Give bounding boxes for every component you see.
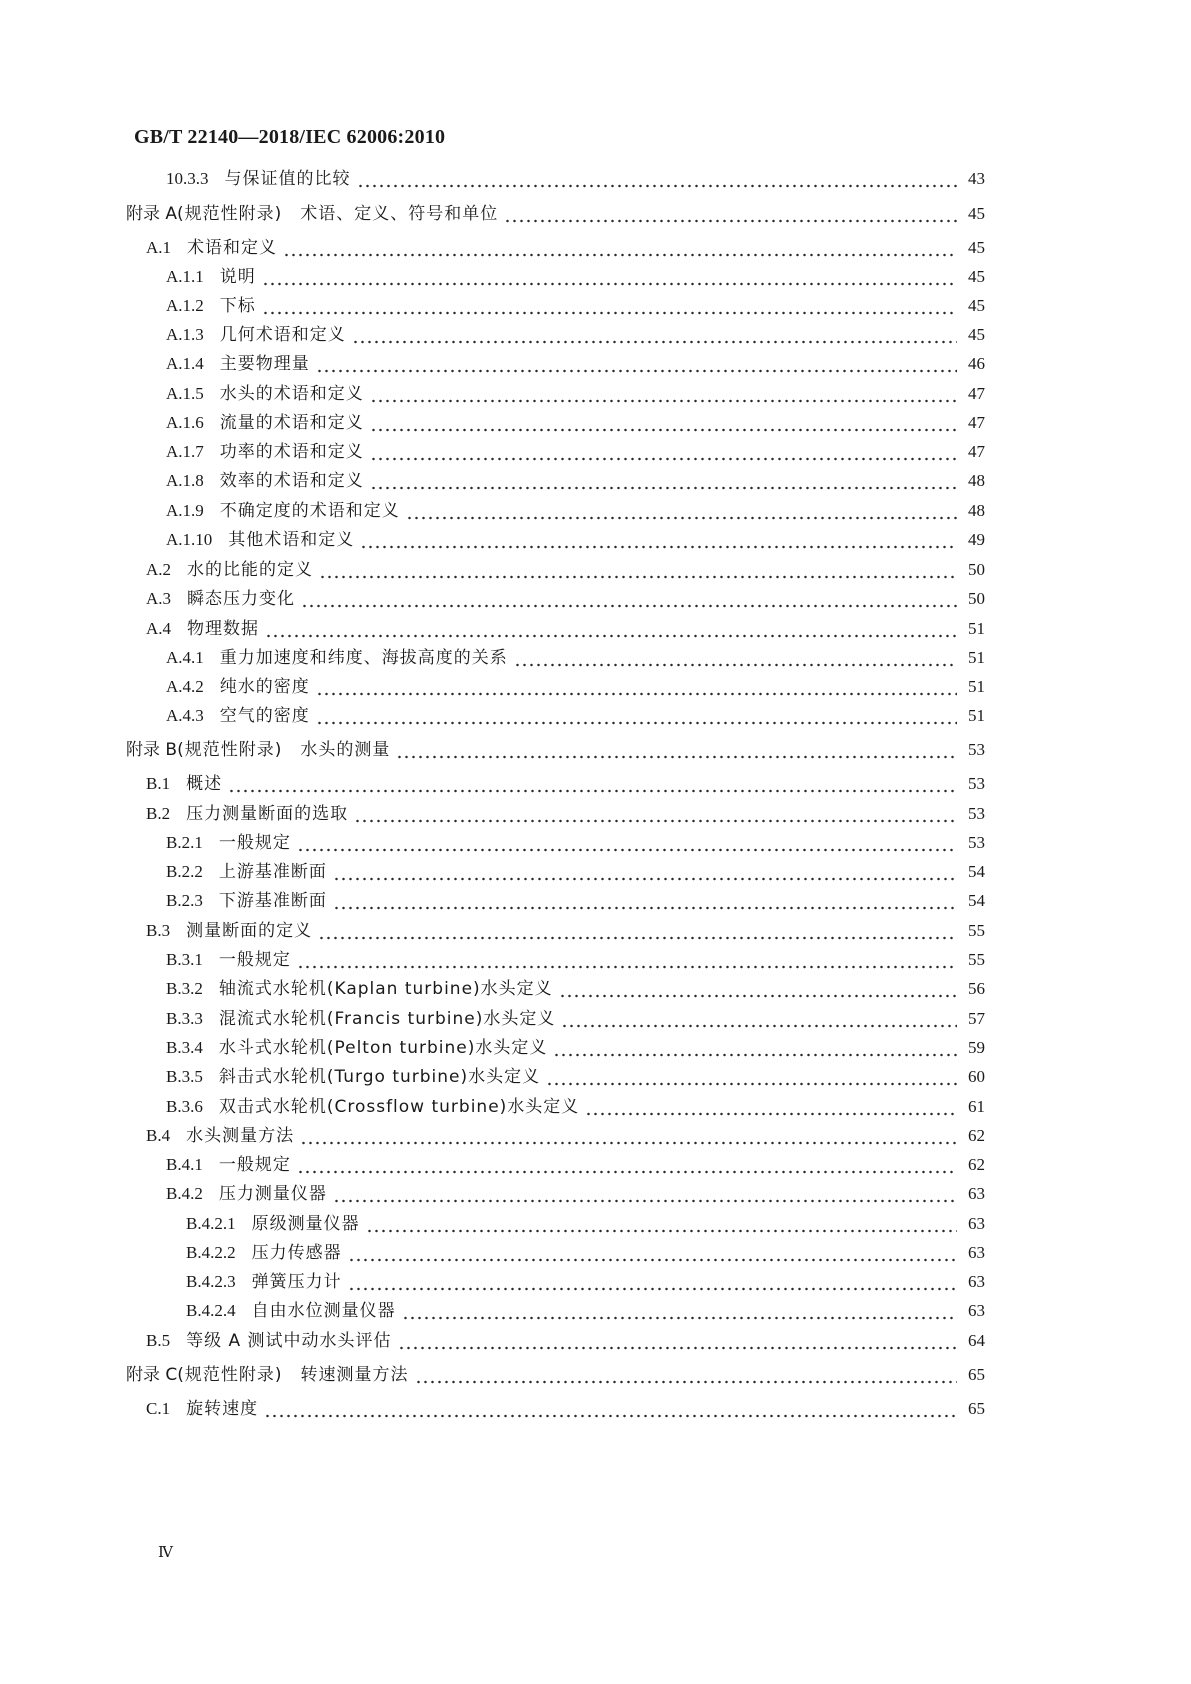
toc-entry-page: 59 [968, 1038, 985, 1057]
toc-entry-title: 下游基准断面 [218, 891, 327, 911]
toc-entry [166, 164, 985, 194]
toc-entry-page: 65 [968, 1399, 985, 1418]
toc-entry-number: 附录 B [126, 740, 178, 760]
toc-entry [146, 769, 985, 799]
toc-entry [146, 1326, 985, 1356]
dot-leader [264, 1394, 957, 1424]
toc-entry-page: 48 [968, 501, 985, 520]
dot-leader [228, 769, 957, 799]
toc-entry [146, 916, 985, 946]
dot-leader [370, 466, 957, 496]
toc-entry-title: 一般规定 [218, 833, 291, 853]
toc-entry-title: 压力测量仪器 [218, 1184, 327, 1204]
dot-leader [352, 320, 957, 350]
toc-entry-page: 51 [968, 706, 985, 725]
toc-entry-number: B.3.3 [166, 1009, 203, 1028]
dot-leader [370, 379, 957, 409]
toc-entry-page: 57 [968, 1009, 985, 1028]
toc-entry-page: 61 [968, 1097, 985, 1116]
toc-entry-title: 功率的术语和定义 [219, 442, 364, 462]
toc-entry-number: B.2.3 [166, 891, 203, 910]
toc-entry-title: (规范性附录) 转速测量方法 [177, 1365, 409, 1385]
toc-entry-number: B.3.6 [166, 1097, 203, 1116]
toc-entry-title: 水斗式水轮机(Pelton turbine)水头定义 [218, 1038, 548, 1058]
toc-entry-number: 10.3.3 [166, 169, 209, 188]
toc-entry-title: 水头的术语和定义 [219, 384, 364, 404]
toc-entry-number: B.3.1 [166, 950, 203, 969]
toc-entry-page: 53 [968, 833, 985, 852]
toc-entry-title: 空气的密度 [219, 706, 310, 726]
toc-entry [166, 262, 985, 292]
toc-entry-number: A.1.7 [166, 442, 204, 461]
toc-entry-title: 瞬态压力变化 [187, 589, 296, 609]
dot-leader [265, 614, 957, 644]
toc-entry-title: 不确定度的术语和定义 [219, 501, 400, 521]
toc-entry-title: 双击式水轮机(Crossflow turbine)水头定义 [218, 1097, 580, 1117]
toc-entry-title: 水的比能的定义 [187, 560, 314, 580]
toc-entry-number: A.1.2 [166, 296, 204, 315]
toc-entry-title: 主要物理量 [219, 354, 310, 374]
toc-entry [146, 233, 985, 263]
toc-entry [166, 828, 985, 858]
toc-entry-title: 术语和定义 [187, 238, 278, 258]
toc-entry-title: 混流式水轮机(Francis turbine)水头定义 [218, 1009, 556, 1029]
toc-entry [166, 320, 985, 350]
toc-entry-title: 几何术语和定义 [219, 325, 346, 345]
dot-leader [585, 1092, 957, 1122]
dot-leader [316, 349, 957, 379]
toc-entry [146, 1121, 985, 1151]
toc-entry-title: 流量的术语和定义 [219, 413, 364, 433]
toc-entry [166, 349, 985, 379]
dot-leader [366, 1209, 957, 1239]
toc-entry-title: 一般规定 [218, 1155, 291, 1175]
toc-entry-number: A.1.4 [166, 354, 204, 373]
toc-entry [166, 945, 985, 975]
toc-entry-page: 51 [968, 648, 985, 667]
toc-entry-title: 轴流式水轮机(Kaplan turbine)水头定义 [218, 979, 553, 999]
toc-entry-number: A.4.2 [166, 677, 204, 696]
toc-entry [166, 1179, 985, 1209]
dot-leader [504, 199, 957, 229]
toc-entry-page: 47 [968, 442, 985, 461]
toc-entry-number: A.4.3 [166, 706, 204, 725]
toc-entry [166, 1092, 985, 1122]
toc-entry-title: 水头测量方法 [186, 1126, 295, 1146]
toc-entry-page: 56 [968, 979, 985, 998]
toc-entry [166, 291, 985, 321]
toc-entry [166, 974, 985, 1004]
dot-leader [348, 1238, 957, 1268]
dot-leader [553, 1033, 957, 1063]
toc-entry [166, 525, 985, 555]
toc-entry-title: 物理数据 [187, 619, 260, 639]
toc-entry-title: 斜击式水轮机(Turgo turbine)水头定义 [218, 1067, 541, 1087]
dot-leader [297, 828, 957, 858]
dot-leader [297, 945, 957, 975]
toc-entry-title: 纯水的密度 [219, 677, 310, 697]
dot-leader [354, 799, 957, 829]
toc-entry-number: B.3.4 [166, 1038, 203, 1057]
toc-entry [166, 466, 985, 496]
toc-entry-number: C.1 [146, 1399, 171, 1418]
toc-entry [166, 886, 985, 916]
toc-entry-page: 63 [968, 1272, 985, 1291]
dot-leader [398, 1326, 957, 1356]
toc-entry [166, 672, 985, 702]
toc-entry-page: 63 [968, 1214, 985, 1233]
toc-entry-number: B.2.2 [166, 862, 203, 881]
toc-entry-page: 55 [968, 950, 985, 969]
toc-entry [146, 799, 985, 829]
toc-entry [166, 701, 985, 731]
toc-entry-number: A.1 [146, 238, 172, 257]
dot-leader [301, 584, 957, 614]
toc-entry-title: 自由水位测量仪器 [251, 1301, 396, 1321]
toc-entry [166, 379, 985, 409]
dot-leader [370, 437, 957, 467]
dot-leader [402, 1296, 957, 1326]
toc-entry-page: 63 [968, 1301, 985, 1320]
toc-entry-title: 一般规定 [218, 950, 291, 970]
toc-entry-page: 63 [968, 1243, 985, 1262]
toc-entry-number: B.2.1 [166, 833, 203, 852]
toc-entry-page: 49 [968, 530, 985, 549]
toc-entry-title: 概述 [186, 774, 223, 794]
toc-entry-number: B.3 [146, 921, 171, 940]
dot-leader [262, 291, 957, 321]
toc-entry-title: (规范性附录) 术语、定义、符号和单位 [177, 204, 499, 224]
toc-entry-number: A.1.10 [166, 530, 213, 549]
toc-entry-number: B.5 [146, 1331, 171, 1350]
dot-leader [297, 1150, 957, 1180]
dot-leader [546, 1062, 957, 1092]
toc-entry-title: 上游基准断面 [218, 862, 327, 882]
dot-leader [316, 701, 957, 731]
toc-entry-page: 45 [968, 204, 985, 223]
dot-leader [318, 916, 957, 946]
toc-entry [166, 437, 985, 467]
toc-entry [166, 408, 985, 438]
toc-entry-number: 附录 C [126, 1365, 178, 1385]
standard-code-header: GB/T 22140—2018/IEC 62006:2010 [134, 126, 446, 148]
toc-entry-page: 64 [968, 1331, 985, 1350]
dot-leader [360, 525, 957, 555]
toc-entry [126, 199, 985, 229]
toc-entry-title: 弹簧压力计 [251, 1272, 342, 1292]
toc-entry-title: 与保证值的比较 [224, 169, 351, 189]
toc-entry-title: 说明 [219, 267, 256, 287]
toc-entry [186, 1296, 985, 1326]
dot-leader [283, 233, 957, 263]
toc-entry-title: 效率的术语和定义 [219, 471, 364, 491]
dot-leader [415, 1360, 957, 1390]
toc-entry [186, 1267, 985, 1297]
toc-entry-number: A.4.1 [166, 648, 204, 667]
toc-entry-page: 65 [968, 1365, 985, 1384]
toc-entry-page: 55 [968, 921, 985, 940]
toc-entry [146, 1394, 985, 1424]
dot-leader [406, 496, 957, 526]
toc-entry-title: 下标 [219, 296, 256, 316]
toc-entry-page: 63 [968, 1184, 985, 1203]
toc-entry-page: 53 [968, 740, 985, 759]
toc-entry [146, 614, 985, 644]
toc-entry [166, 857, 985, 887]
toc-entry-page: 62 [968, 1126, 985, 1145]
toc-entry-title: 测量断面的定义 [186, 921, 313, 941]
toc-entry-page: 46 [968, 354, 985, 373]
dot-leader [348, 1267, 957, 1297]
toc-entry-number: A.1.3 [166, 325, 204, 344]
toc-entry [146, 584, 985, 614]
toc-entry-number: B.4.2.4 [186, 1301, 236, 1320]
toc-entry-number: A.1.8 [166, 471, 204, 490]
toc-entry-page: 53 [968, 774, 985, 793]
toc-entry [166, 1004, 985, 1034]
page-number: Ⅳ [158, 1545, 173, 1561]
toc-entry-number: B.1 [146, 774, 171, 793]
toc-entry-title: 重力加速度和纬度、海拔高度的关系 [219, 648, 508, 668]
dot-leader [300, 1121, 957, 1151]
toc-entry-title: 压力测量断面的选取 [186, 804, 349, 824]
toc-entry-page: 60 [968, 1067, 985, 1086]
toc-entry-number: B.3.5 [166, 1067, 203, 1086]
toc-entry-title: 等级 A 测试中动水头评估 [186, 1331, 392, 1351]
toc-entry-title: (规范性附录) 水头的测量 [177, 740, 391, 760]
toc-entry-page: 53 [968, 804, 985, 823]
toc-entry-page: 62 [968, 1155, 985, 1174]
dot-leader [559, 974, 957, 1004]
dot-leader [333, 1179, 957, 1209]
toc-entry-page: 47 [968, 413, 985, 432]
toc-entry [126, 735, 985, 765]
toc-entry-page: 50 [968, 560, 985, 579]
toc-entry-number: 附录 A [126, 204, 178, 224]
toc-entry-number: B.4.2.3 [186, 1272, 236, 1291]
toc-entry [186, 1238, 985, 1268]
toc-entry-number: A.4 [146, 619, 172, 638]
toc-entry [126, 1360, 985, 1390]
dot-leader [370, 408, 957, 438]
dot-leader [333, 857, 957, 887]
dot-leader [319, 555, 957, 585]
toc-entry [166, 1033, 985, 1063]
toc-entry-number: A.1.5 [166, 384, 204, 403]
toc-entry-title: 原级测量仪器 [251, 1214, 360, 1234]
toc-entry-number: B.4.2 [166, 1184, 203, 1203]
toc-entry [166, 1150, 985, 1180]
toc-entry-page: 43 [968, 169, 985, 188]
toc-entry-number: A.1.1 [166, 267, 204, 286]
toc-entry-number: B.3.2 [166, 979, 203, 998]
dot-leader [262, 262, 957, 292]
toc-entry-page: 45 [968, 238, 985, 257]
toc-entry-page: 51 [968, 677, 985, 696]
dot-leader [333, 886, 957, 916]
toc-entry-page: 54 [968, 862, 985, 881]
toc-entry-number: B.4.2.2 [186, 1243, 236, 1262]
toc-entry-title: 其他术语和定义 [228, 530, 355, 550]
dot-leader [396, 735, 957, 765]
toc-entry-number: A.1.6 [166, 413, 204, 432]
toc-entry-page: 47 [968, 384, 985, 403]
toc-entry-number: A.3 [146, 589, 172, 608]
toc-entry-number: B.4 [146, 1126, 171, 1145]
toc-entry-number: B.4.1 [166, 1155, 203, 1174]
toc-entry-number: B.4.2.1 [186, 1214, 236, 1233]
toc-entry-page: 50 [968, 589, 985, 608]
dot-leader [357, 164, 958, 194]
dot-leader [561, 1004, 957, 1034]
toc-entry-number: A.2 [146, 560, 172, 579]
toc-entry-title: 旋转速度 [186, 1399, 259, 1419]
toc-entry [166, 643, 985, 673]
toc-entry-page: 48 [968, 471, 985, 490]
toc-entry [186, 1209, 985, 1239]
dot-leader [514, 643, 957, 673]
toc-entry-page: 45 [968, 296, 985, 315]
toc-entry [146, 555, 985, 585]
toc-entry-number: B.2 [146, 804, 171, 823]
toc-entry-page: 45 [968, 325, 985, 344]
toc-entry-page: 54 [968, 891, 985, 910]
toc-entry [166, 496, 985, 526]
toc-entry-title: 压力传感器 [251, 1243, 342, 1263]
toc-entry-number: A.1.9 [166, 501, 204, 520]
toc-entry-page: 45 [968, 267, 985, 286]
toc-entry [166, 1062, 985, 1092]
toc-entry-page: 51 [968, 619, 985, 638]
dot-leader [316, 672, 957, 702]
